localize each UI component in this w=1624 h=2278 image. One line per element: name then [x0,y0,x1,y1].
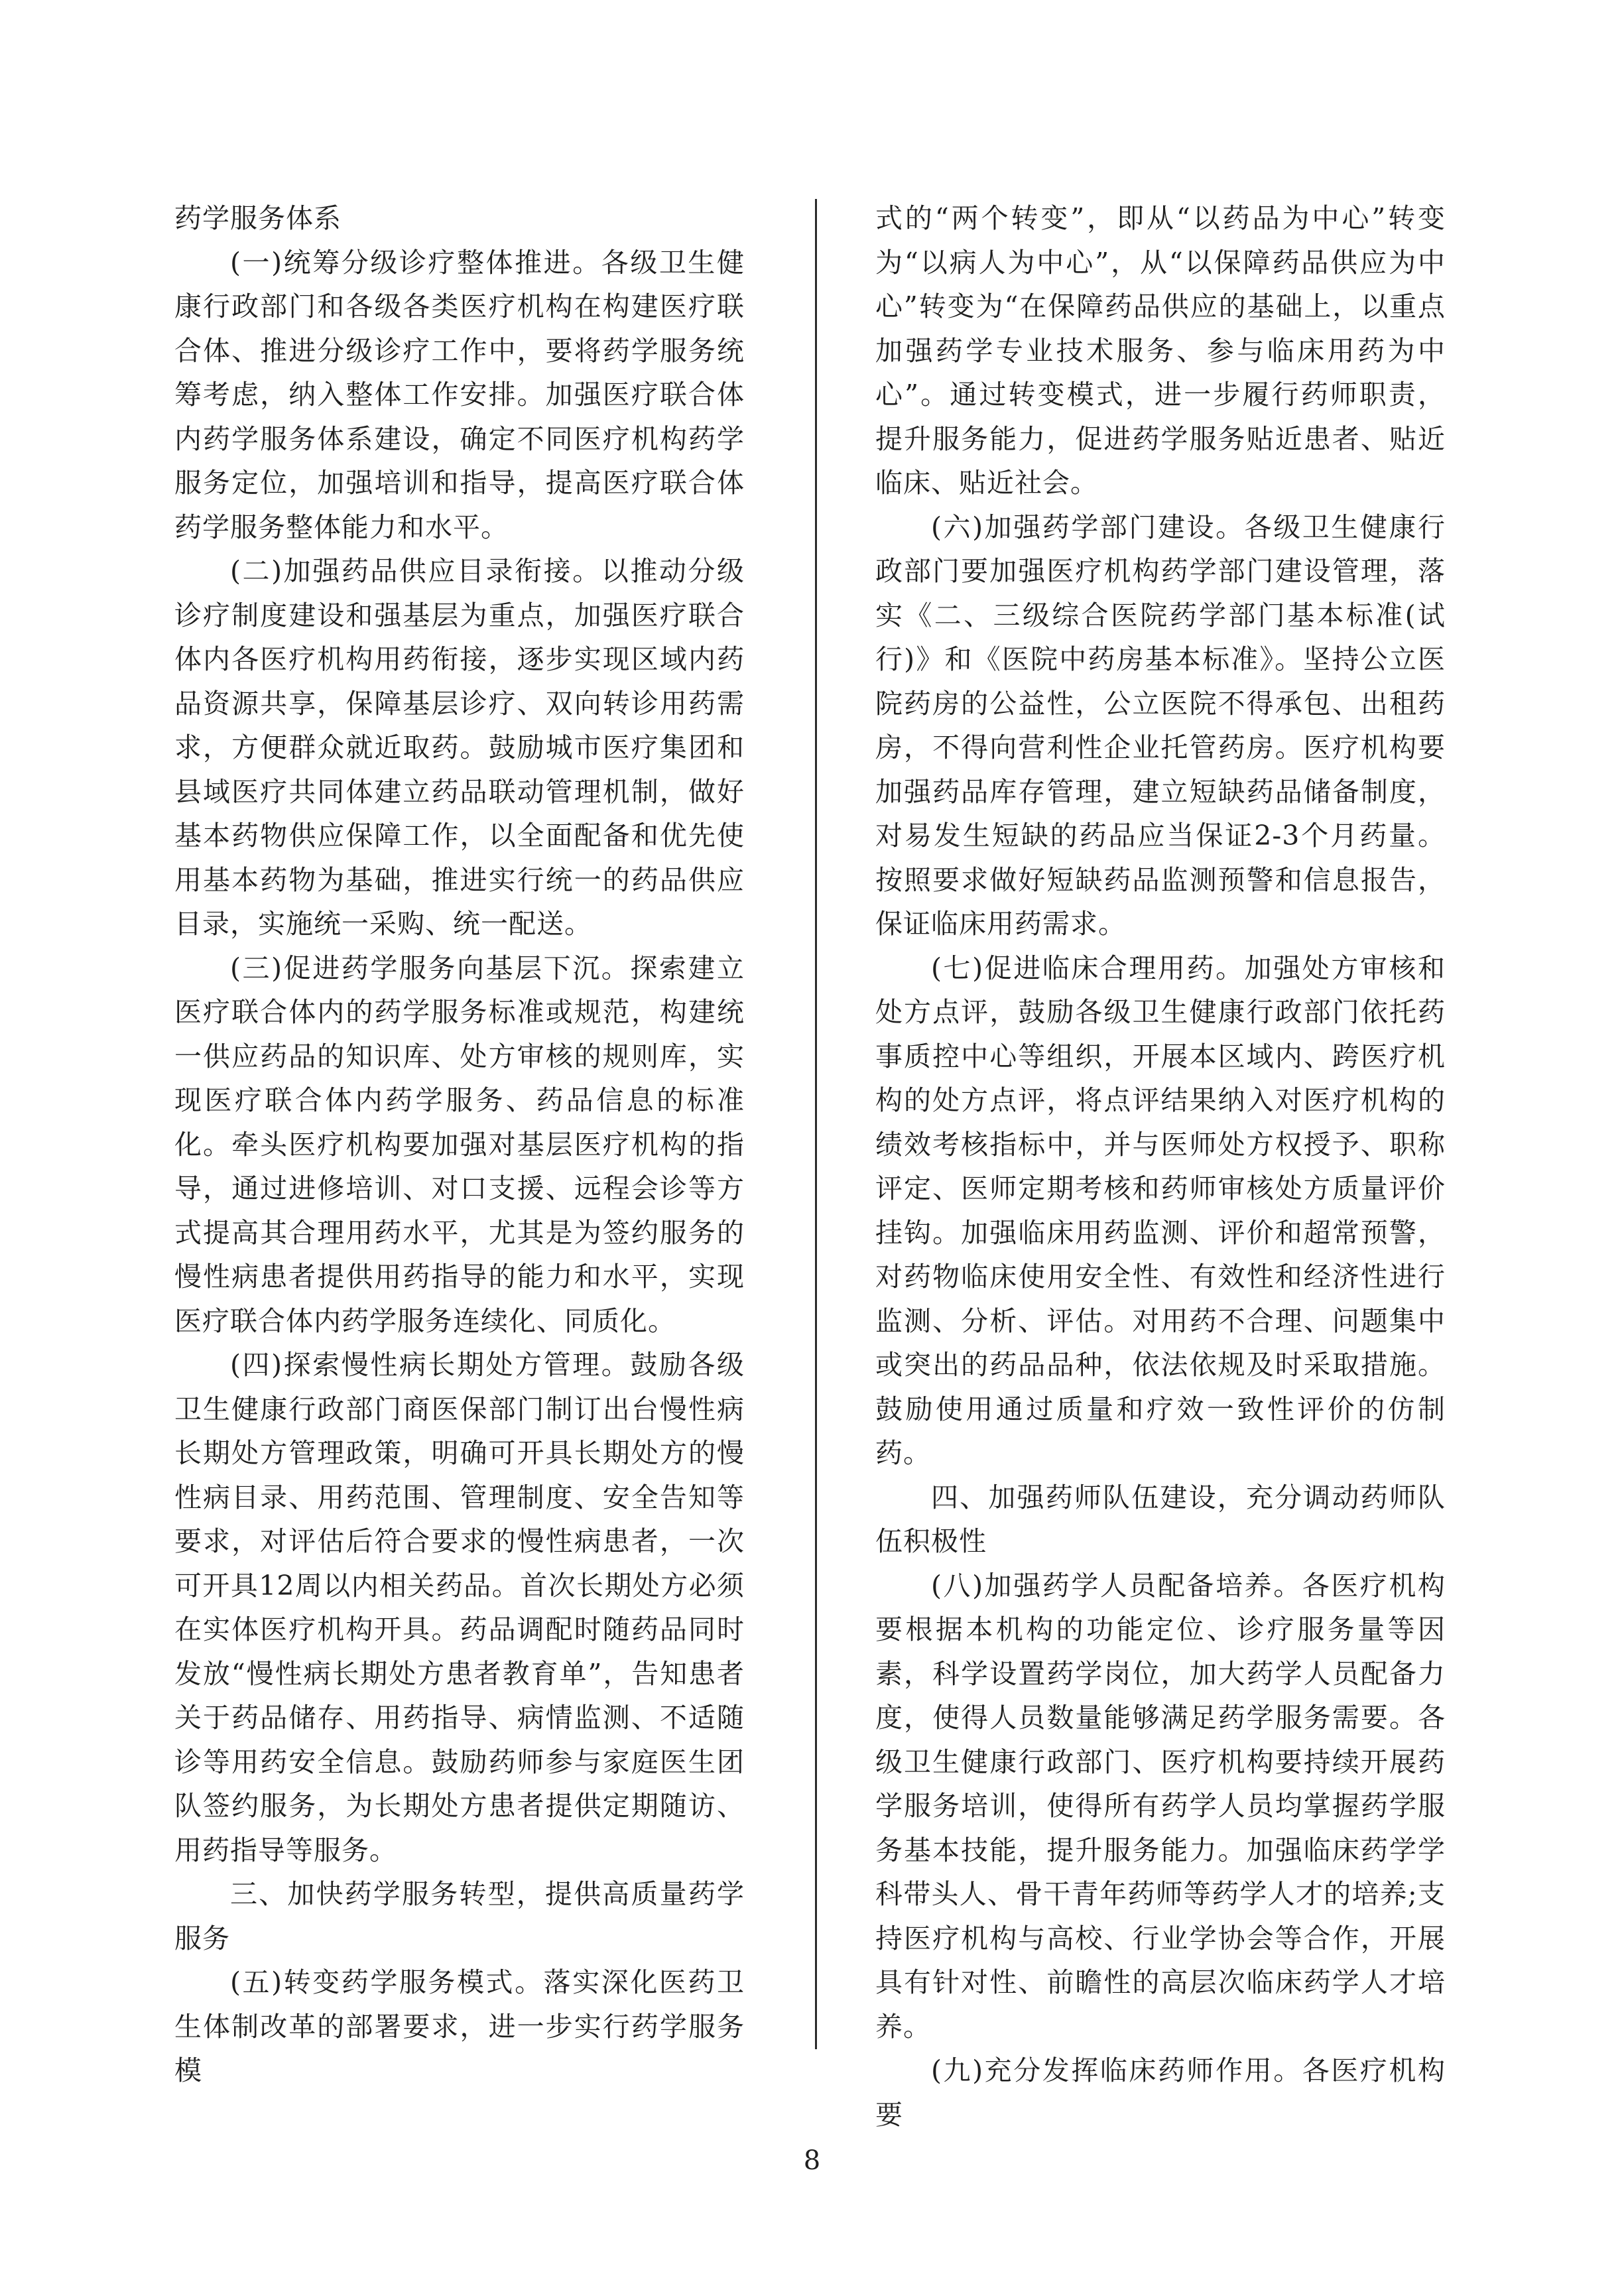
paragraph: 式的“两个转变”，即从“以药品为中心”转变为“以病人为中心”，从“以保障药品供应为中心”转变为“在保障药品供应的基础上，以重点加强药学专业技术服务、参与临床用药为中心”。通过转变模式，进一步履行药师职责，提升服务能力，促进药学服务贴近患者、贴近临床、贴近社会。 [875,202,1446,499]
section-heading: 三、加快药学服务转型，提供高质量药学服务 [174,1878,745,1954]
paragraph: (七)促进临床合理用药。加强处方审核和处方点评，鼓励各级卫生健康行政部门依托药事质控中心等组织，开展本区域内、跨医疗机构的处方点评，将点评结果纳入对医疗机构的绩效考核指标中，并与医师处方权授予、职称评定、医师定期考核和药师审核处方质量评价挂钩。加强临床用药监测、评价和超常预警，对药物临床使用安全性、有效性和经济性进行监测、分析、评估。对用药不合理、问题集中或突出的药品品种，依法依规及时采取措施。鼓励使用通过质量和疗效一致性评价的仿制药。 [875,952,1446,1469]
column-divider [815,199,817,2049]
paragraph: (六)加强药学部门建设。各级卫生健康行政部门要加强医疗机构药学部门建设管理，落实《二、三级综合医院药学部门基本标准(试行)》和《医院中药房基本标准》。坚持公立医院药房的公益性，公立医院不得承包、出租药房，不得向营利性企业托管药房。医疗机构要加强药品库存管理，建立短缺药品储备制度，对易发生短缺的药品应当保证2-3个月药量。按照要求做好短缺药品监测预警和信息报告，保证临床用药需求。 [875,511,1446,940]
paragraph: (三)促进药学服务向基层下沉。探索建立医疗联合体内的药学服务标准或规范，构建统一供应药品的知识库、处方审核的规则库，实现医疗联合体内药学服务、药品信息的标准化。牵头医疗机构要加强对基层医疗机构的指导，通过进修培训、对口支援、远程会诊等方式提高其合理用药水平，尤其是为签约服务的慢性病患者提供用药指导的能力和水平，实现医疗联合体内药学服务连续化、同质化。 [174,952,745,1337]
section-heading: 四、加强药师队伍建设，充分调动药师队伍积极性 [875,1481,1446,1557]
paragraph: (八)加强药学人员配备培养。各医疗机构要根据本机构的功能定位、诊疗服务量等因素，科学设置药学岗位，加大药学人员配备力度，使得人员数量能够满足药学服务需要。各级卫生健康行政部门、医疗机构要持续开展药学服务培训，使得所有药学人员均掌握药学服务基本技能，提升服务能力。加强临床药学学科带头人、骨干青年药师等药学人才的培养;支持医疗机构与高校、行业学协会等合作，开展具有针对性、前瞻性的高层次临床药学人才培养。 [875,1569,1446,2043]
paragraph: 药学服务体系 [174,202,342,234]
right-text-column [875,196,1446,2137]
paragraph: (九)充分发挥临床药师作用。各医疗机构要 [875,2055,1446,2131]
page-number: 8 [803,2145,821,2176]
paragraph: (一)统筹分级诊疗整体推进。各级卫生健康行政部门和各级各类医疗机构在构建医疗联合体、推进分级诊疗工作中，要将药学服务统筹考虑，纳入整体工作安排。加强医疗联合体内药学服务体系建设，确定不同医疗机构药学服务定位，加强培训和指导，提高医疗联合体药学服务整体能力和水平。 [174,246,745,543]
paragraph: (四)探索慢性病长期处方管理。鼓励各级卫生健康行政部门商医保部门制订出台慢性病长期处方管理政策，明确可开具长期处方的慢性病目录、用药范围、管理制度、安全告知等要求，对评估后符合要求的慢性病患者，一次可开具12周以内相关药品。首次长期处方必须在实体医疗机构开具。药品调配时随药品同时发放“慢性病长期处方患者教育单”，告知患者关于药品储存、用药指导、病情监测、不适随诊等用药安全信息。鼓励药师参与家庭医生团队签约服务，为长期处方患者提供定期随访、用药指导等服务。 [174,1349,745,1866]
left-text-column [174,196,745,2093]
paragraph: (二)加强药品供应目录衔接。以推动分级诊疗制度建设和强基层为重点，加强医疗联合体内各医疗机构用药衔接，逐步实现区域内药品资源共享，保障基层诊疗、双向转诊用药需求，方便群众就近取药。鼓励城市医疗集团和县域医疗共同体建立药品联动管理机制，做好基本药物供应保障工作，以全面配备和优先使用基本药物为基础，推进实行统一的药品供应目录，实施统一采购、统一配送。 [174,555,745,940]
paragraph: (五)转变药学服务模式。落实深化医药卫生体制改革的部署要求，进一步实行药学服务模 [174,1966,745,2086]
